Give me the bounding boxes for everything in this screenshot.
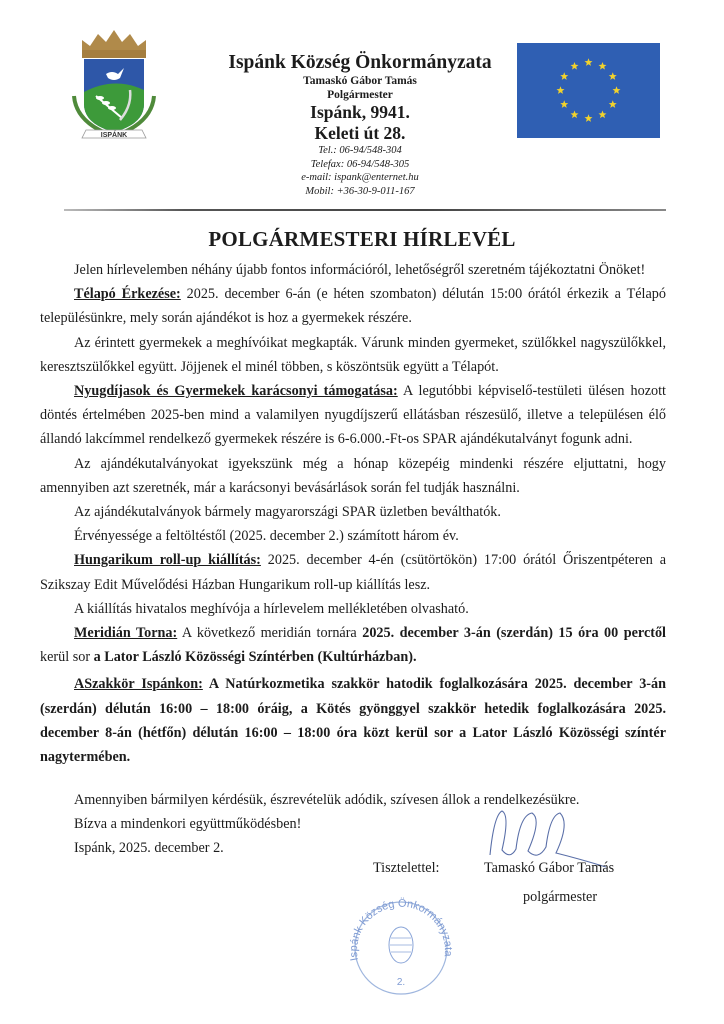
- city-address: Ispánk, 9941.: [310, 102, 410, 122]
- meridian-venue: a Lator László Közösségi Színtérben (Kultúrházban).: [93, 649, 417, 666]
- tamogatas-paragraph-4: Érvényessége a feltöltéstől (2025. december 2.) számított három év.: [74, 528, 459, 545]
- szakkor-paragraph: [40, 672, 666, 769]
- mayor-name: Tamaskó Gábor Tamás: [303, 75, 417, 87]
- street-address: Keleti út 28.: [314, 123, 406, 143]
- coat-of-arms-icon: [60, 26, 168, 144]
- header-divider: [64, 209, 666, 211]
- stamp-text: Ispánk Község Önkormányzata: [347, 897, 455, 962]
- meridian-text-2: kerül sor: [40, 649, 94, 666]
- telapo-text: 2025. december 6-án (e héten szombaton) délután 15:00 órától érkezik a Télapó településünkre, mely során ajándékot is hoz a gyermekek részére.: [40, 286, 666, 327]
- tamogatas-text: A legutóbbi képviselő-testületi ülésen hozott döntés értelmében 2025-ben mind a valamilyen nyugdíjszerű ellátásban részesülő, illetve a településen élő állandó lakcímmel rendelkező gyermekek részére is 6-6.000.-Ft-os SPAR ajándékutalványt fogunk adni.: [40, 383, 666, 448]
- meridian-heading: Meridián Torna:: [74, 625, 178, 642]
- telapo-paragraph-2: Az érintett gyermekek a meghívóikat megkapták. Várunk minden gyermeket, szülőkkel nagyszülőkkel, keresztszülőkkel együtt. Jöjjenek el minél többen, s köszöntsük együtt a Télapót.: [40, 334, 666, 375]
- tamogatas-heading: Nyugdíjasok és Gyermekek karácsonyi támogatása:: [74, 383, 398, 400]
- newsletter-body: [40, 258, 666, 769]
- telapo-paragraph: [40, 282, 666, 330]
- szakkor-heading: ASzakkör Ispánkon:: [74, 676, 203, 693]
- organization-name: Ispánk Község Önkormányzata: [228, 52, 492, 73]
- stamp-number: 2.: [396, 977, 406, 988]
- newsletter-title: POLGÁRMESTERI HÍRLEVÉL: [208, 227, 516, 251]
- signer-title: polgármester: [523, 889, 598, 905]
- meridian-date: 2025. december 3-án (szerdán) 15 óra 00 perctől: [362, 625, 667, 642]
- signer-name: Tamaskó Gábor Tamás: [484, 860, 615, 876]
- mayor-title: Polgármester: [327, 89, 393, 101]
- hungarikum-heading: Hungarikum roll-up kiállítás:: [74, 552, 261, 569]
- closing-line-2: Bízva a mindenkori együttműködésben!: [74, 816, 302, 833]
- fax: Telefax: 06-94/548-305: [310, 158, 410, 170]
- official-stamp-icon: [336, 890, 466, 1000]
- place-date: Ispánk, 2025. december 2.: [74, 840, 224, 857]
- regards-label: Tisztelettel:: [373, 860, 440, 876]
- mobile: Mobil: +36-30-9-011-167: [305, 185, 415, 197]
- meridian-paragraph: [40, 621, 666, 669]
- tamogatas-paragraph-2: Az ajándékutalványokat igyekszünk még a hónap közepéig mindenki részére eljuttatni, hogy amennyiben azt szeretnék, már a karácsonyi bevásárlások során fel tudják használni.: [40, 455, 666, 496]
- phone: Tel.: 06-94/548-304: [318, 145, 402, 156]
- hungarikum-text: 2025. december 4-én (csütörtökön) 17:00 órától Őriszentpéteren a Szikszay Edit Művelődési Házban Hungarikum roll-up kiállítás lesz.: [40, 552, 666, 593]
- intro-paragraph: Jelen hírlevelemben néhány újabb fontos információról, lehetőségről szeretném tájékoztatni Önöket!: [74, 262, 646, 278]
- letterhead: [195, 52, 525, 198]
- hungarikum-paragraph-2: A kiállítás hivatalos meghívója a hírlevelem mellékletében olvasható.: [74, 600, 469, 617]
- closing-line-1: Amennyiben bármilyen kérdésük, észrevételük adódik, szívesen állok a rendelkezésükre.: [74, 792, 580, 808]
- hungarikum-paragraph: [40, 548, 666, 596]
- meridian-text: A következő meridián tornára: [177, 625, 363, 642]
- tamogatas-paragraph: [40, 379, 666, 452]
- eu-flag-icon: [517, 43, 660, 138]
- coat-banner-text: ISPÁNK: [100, 132, 128, 139]
- telapo-heading: Télapó Érkezése:: [74, 286, 181, 303]
- tamogatas-paragraph-3: Az ajándékutalványok bármely magyarországi SPAR üzletben beválthatók.: [74, 504, 501, 521]
- email: e-mail: ispank@enternet.hu: [301, 172, 419, 183]
- szakkor-text: A Natúrkozmetika szakkör hatodik foglalkozására 2025. december 3-án (szerdán) délután 16:00 – 18:00 óráig, a Kötés gyönggyel szakkör hetedik foglalkozására 2025. december 8-án (hétfőn) délután 16:00 – 18:00 óra közt kerül sor a Lator László Közösségi színtér nagytermében.: [40, 676, 666, 766]
